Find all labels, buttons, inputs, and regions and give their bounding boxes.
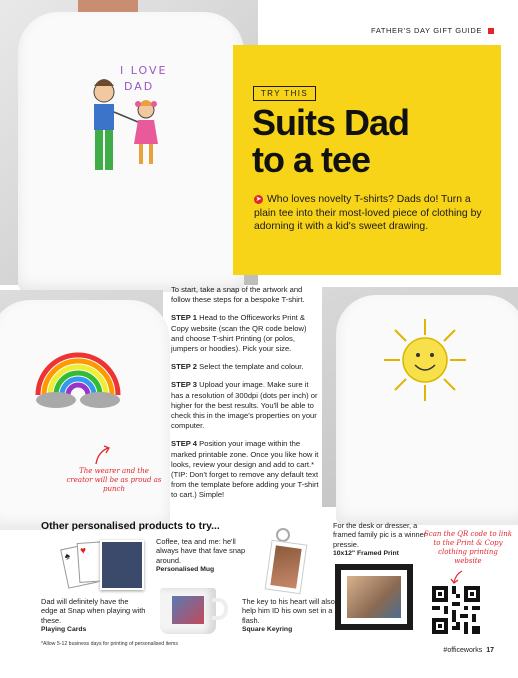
card-photo-box [100,540,144,590]
frame-name: 10x12" Framed Print [333,550,399,558]
section-label: FATHER'S DAY GIFT GUIDE [371,26,482,35]
step-3 [171,380,319,431]
step-1-text: Head to the Officeworks Print & Copy website (scan the QR code below) and choose T-shirt Printing (or polos, jumpers or hoodies). Pick your size. [171,313,307,354]
cards-description [41,597,146,635]
keyring-tag [265,540,308,595]
step-1 [171,313,319,354]
mug-description [156,537,256,575]
photo-dad-tee-drawing [0,0,258,285]
step-1-label: STEP 1 [171,313,198,323]
page-folio [443,647,494,654]
feature-title [252,104,492,178]
step-4 [171,439,319,500]
keyring-description [242,597,340,635]
mug-text: Coffee, tea and me: he'll always have that fave snap around. [156,537,246,565]
keyring-text: The key to his heart will also help him ID his own set in a flash. [242,597,335,625]
step-4-label: STEP 4 [171,439,198,449]
frame-description [333,521,433,559]
qr-code-icon[interactable] [432,586,480,634]
steps-lead: To start, take a snap of the artwork and follow these steps for a bespoke T-shirt. [171,285,305,305]
intro-text: Who loves novelty T-shirts? Dads do! Turn a plain tee into their most-loved piece of clothing by adorning it with a kid's sweet drawing. [254,194,482,233]
caption-arrow-icon [92,444,112,466]
drawing-text-line2: DAD [124,80,155,93]
cards-text: Dad will definitely have the edge at Snap when playing with these. [41,597,146,625]
card-spade-icon: ♠ [60,543,98,588]
step-4-text: Position your image within the marked printable zone. Once you like how it looks, review your design and add to cart.* (TIP: Don't forget to remove any default text from the template before adding your T-shirt to cart.) Simple! [171,439,319,500]
section-header [371,26,494,35]
page-number: 17 [486,647,494,654]
mug-handle [212,598,228,620]
mug-photo-print [172,596,204,624]
kid-drawing-rainbow [28,340,128,410]
card-heart-icon: ♥ [77,541,110,583]
footnote: *Allow 5-12 business days for printing of personalised items [41,641,178,647]
qr-arrow-icon [450,570,466,584]
kid-drawing-sun [380,315,470,405]
caption-left: The wearer and the creator will be as proud as punch [66,467,162,493]
drawing-text-line1: I LOVE [120,64,168,77]
kicker-label: TRY THIS [253,86,316,101]
step-2-text: Select the template and colour. [199,362,304,372]
title-line-2: to a tee [252,139,371,180]
keyring-name: Square Keyring [242,626,293,634]
folio-brand: #officeworks [443,647,483,654]
title-line-1: Suits Dad [252,102,410,143]
step-2-label: STEP 2 [171,362,198,372]
products-heading: Other personalised products to try... [41,521,220,532]
photo-sun-tee [322,287,518,507]
qr-note: Scan the QR code to link to the Print & Copy clothing printing website [424,530,513,565]
step-3-text: Upload your image. Make sure it has a resolution of 300dpi (dots per inch) or higher for the best results. You'll be able to check this in the image's properties on your computer. [171,380,318,431]
steps-column [171,285,319,509]
mug-image [160,588,232,636]
playing-cards-image [64,538,146,590]
cards-name: Playing Cards [41,626,87,634]
arrow-bullet-icon: ➤ [255,196,262,203]
step-2 [171,362,319,372]
mug-name: Personalised Mug [156,566,215,574]
feature-intro [254,193,486,234]
keyring-image [268,528,308,598]
step-3-label: STEP 3 [171,380,198,390]
section-marker [488,28,494,34]
framed-print-image [335,564,413,630]
frame-text: For the desk or dresser, a framed family pic is a winner pressie. [333,521,427,549]
